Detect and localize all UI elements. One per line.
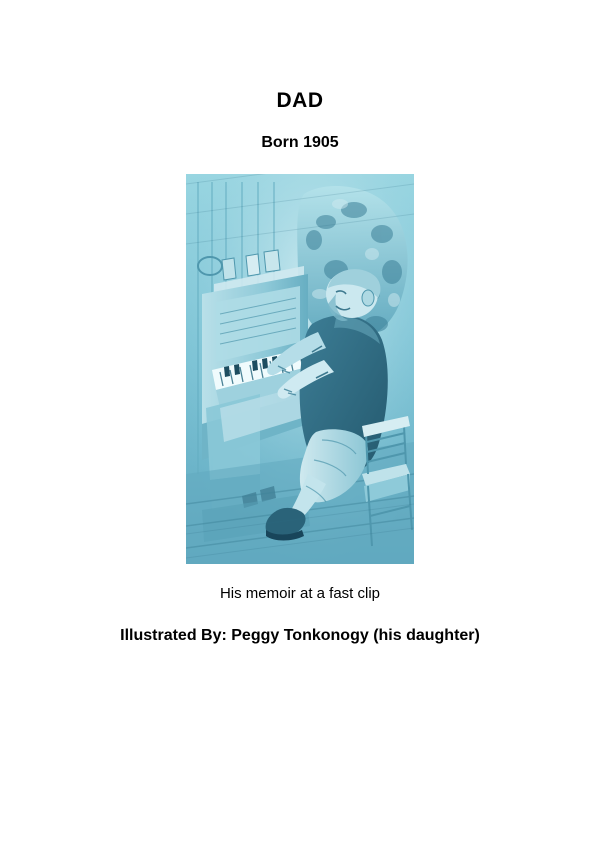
illustration-container — [0, 174, 600, 564]
document-page — [0, 88, 600, 864]
page-subtitle: Born 1905 — [261, 134, 339, 152]
illustration-caption: His memoir at a fast clip — [219, 585, 381, 603]
page-title: DAD — [276, 89, 324, 112]
man-playing-piano-illustration — [186, 174, 414, 564]
illustrator-credit: Illustrated By: Peggy Tonkonogy (his daughter) — [120, 626, 480, 644]
